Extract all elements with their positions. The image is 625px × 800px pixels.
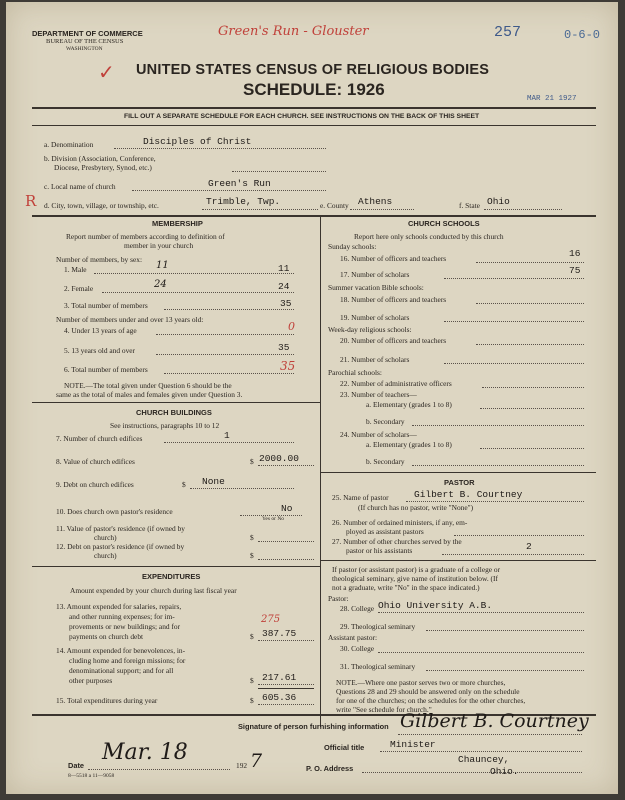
church-name-label: c. Local name of church — [44, 182, 116, 191]
q15-value: 605.36 — [262, 692, 297, 703]
q31-label: 31. Theological seminary — [340, 662, 416, 671]
membership-intro: Report number of members according to definition of — [66, 232, 225, 241]
expenditures-heading: EXPENDITURES — [142, 572, 201, 581]
division-label-2: Diocese, Presbytery, Synod, etc.) — [54, 163, 152, 172]
grad-instructions: If pastor (or assistant pastor) is a graduate of a college or — [332, 565, 501, 574]
pastor-note-3: for one of the churches; on the schedules for the other churches, — [336, 696, 526, 705]
signature: Gilbert B. Courtney — [400, 710, 589, 732]
q13-label: 13. Amount expended for salaries, repairs, — [56, 602, 182, 611]
q28-value: Ohio University A.B. — [378, 600, 493, 611]
membership-note-2: same as the total of males and females given under Question 3. — [56, 390, 243, 399]
q17-label: 17. Number of scholars — [340, 270, 410, 279]
q7-value: 1 — [224, 430, 230, 441]
buildings-sub: See instructions, paragraphs 10 to 12 — [110, 421, 220, 430]
q23a-label: a. Elementary (grades 1 to 8) — [366, 400, 452, 409]
check-mark-icon: ✓ — [98, 60, 115, 84]
pastor-sub-label: Pastor: — [328, 594, 349, 603]
membership-intro-2: member in your church — [124, 241, 194, 250]
q8-label: 8. Value of church edifices — [56, 457, 135, 466]
dept-name: DEPARTMENT OF COMMERCE — [32, 29, 143, 38]
county-label: e. County — [320, 201, 349, 210]
schools-heading: CHURCH SCHOOLS — [408, 219, 480, 228]
q14-label-2: cluding home and foreign missions; for — [69, 656, 186, 665]
buildings-heading: CHURCH BUILDINGS — [136, 408, 212, 417]
q20-label: 20. Number of officers and teachers — [340, 336, 447, 345]
q25-hint: (If church has no pastor, write "None") — [358, 503, 474, 512]
q3-value: 35 — [280, 298, 292, 309]
q24a-label: a. Elementary (grades 1 to 8) — [366, 440, 452, 449]
date-handwritten: Mar. 18 — [102, 740, 188, 765]
q12-label-2: church) — [94, 551, 117, 560]
q15-dollar: $ — [250, 696, 254, 705]
pastor-heading: PASTOR — [444, 478, 475, 487]
q10-hint: Yes or No — [262, 516, 285, 522]
q27-value: 2 — [526, 541, 532, 552]
grad-instructions-2: theological seminary, give name of institution below. (If — [332, 574, 498, 583]
q27-label: 27. Number of other churches served by the — [332, 537, 462, 546]
asst-pastor-label: Assistant pastor: — [328, 633, 378, 642]
parochial-label: Parochial schools: — [328, 368, 382, 377]
q11-label-2: church) — [94, 533, 117, 542]
q13-label-4: payments on church debt — [69, 632, 144, 641]
q10-label: 10. Does church own pastor's residence — [56, 507, 173, 516]
q13-handwritten: 275 — [261, 614, 281, 625]
q22-label: 22. Number of administrative officers — [340, 379, 452, 388]
q26-label: 26. Number of ordained ministers, if any, em- — [332, 518, 468, 527]
q5-value: 35 — [278, 342, 290, 353]
q24b-label: b. Secondary — [366, 457, 405, 466]
denomination-value: Disciples of Christ — [143, 136, 252, 147]
membership-heading: MEMBERSHIP — [152, 219, 203, 228]
q25-value: Gilbert B. Courtney — [414, 489, 523, 500]
q27-label-2: pastor or his assistants — [346, 546, 413, 555]
division-label: b. Division (Association, Conference, — [44, 154, 156, 163]
signature-label: Signature of person furnishing information — [238, 722, 389, 731]
margin-r-mark: R — [25, 192, 37, 210]
q14-dollar: $ — [250, 676, 254, 685]
q14-label: 14. Amount expended for benevolences, in- — [56, 646, 186, 655]
q2-label: 2. Female — [64, 284, 94, 293]
po-address-label: P. O. Address — [306, 764, 354, 773]
q6-label: 6. Total number of members — [64, 365, 148, 374]
q23-label: 23. Number of teachers— — [340, 390, 417, 399]
q12-dollar: $ — [250, 551, 254, 560]
q7-label: 7. Number of church edifices — [56, 434, 143, 443]
q9-dollar: $ — [182, 480, 186, 489]
q28-label: 28. College — [340, 604, 375, 613]
form-title: UNITED STATES CENSUS OF RELIGIOUS BODIES — [136, 62, 490, 78]
po-address-line-1: Chauncey, — [458, 754, 510, 765]
census-schedule-sheet — [6, 2, 618, 794]
weekday-label: Week-day religious schools: — [328, 325, 412, 334]
handwritten-church-note: Green's Run - Glouster — [218, 24, 369, 39]
by-sex-label: Number of members, by sex: — [56, 255, 142, 264]
state-value: Ohio — [487, 196, 510, 207]
pastor-note: NOTE.—Where one pastor serves two or more churches, — [336, 678, 506, 687]
pastor-note-2: Questions 28 and 29 should be answered only on the schedule — [336, 687, 520, 696]
city-label: d. City, town, village, or township, etc. — [44, 201, 159, 210]
schools-sub: Report here only schools conducted by this church — [354, 232, 504, 241]
q1-handwritten: 11 — [156, 260, 169, 271]
q13-value: 387.75 — [262, 628, 297, 639]
q13-dollar: $ — [250, 632, 254, 641]
q1-label: 1. Male — [64, 265, 87, 274]
q13-label-3: provements or new buildings; and for — [69, 622, 181, 631]
church-name-value: Green's Run — [208, 178, 271, 189]
summer-label: Summer vacation Bible schools: — [328, 283, 424, 292]
q25-label: 25. Name of pastor — [332, 493, 389, 502]
q29-label: 29. Theological seminary — [340, 622, 416, 631]
q13-label-2: and other running expenses; for im- — [69, 612, 175, 621]
title-label: Official title — [324, 743, 365, 752]
denomination-label: a. Denomination — [44, 140, 94, 149]
q1-value: 11 — [278, 263, 290, 274]
q21-label: 21. Number of scholars — [340, 355, 410, 364]
membership-note: NOTE.—The total given under Question 6 should be the — [64, 381, 232, 390]
q14-label-4: other purposes — [69, 676, 113, 685]
date-label: Date — [68, 761, 85, 770]
q16-value: 16 — [569, 248, 581, 259]
received-date-stamp: MAR 21 1927 — [527, 95, 577, 103]
q6-value: 35 — [280, 359, 296, 373]
grad-instructions-3: not a graduate, write "No" in the space indicated.) — [332, 583, 480, 592]
form-schedule: SCHEDULE: 1926 — [243, 80, 385, 99]
q11-dollar: $ — [250, 533, 254, 542]
age-intro-label: Number of members under and over 13 years old: — [56, 315, 204, 324]
state-label: f. State — [459, 201, 480, 210]
q30-label: 30. College — [340, 644, 375, 653]
q14-label-3: denominational support; and for all — [69, 666, 174, 675]
po-address-line-2: Ohio. — [490, 766, 519, 777]
city-value: Trimble, Twp. — [206, 196, 281, 207]
date-year-handwritten: 7 — [250, 750, 263, 772]
q12-label: 12. Debt on pastor's residence (if owned by — [56, 542, 185, 551]
q26-label-2: ployed as assistant pastors — [346, 527, 424, 536]
q9-label: 9. Debt on church edifices — [56, 480, 134, 489]
sunday-label: Sunday schools: — [328, 242, 377, 251]
date-year-printed: 192 — [236, 761, 248, 770]
form-number: 257 — [494, 24, 522, 41]
print-code: 8—5518 a 11—9058 — [68, 773, 115, 779]
q15-label: 15. Total expenditures during year — [56, 696, 158, 705]
q8-dollar: $ — [250, 457, 254, 466]
q5-label: 5. 13 years old and over — [64, 346, 136, 355]
q10-value: No — [281, 503, 293, 514]
form-code: 0-6-0 — [564, 28, 601, 42]
bureau-name: BUREAU OF THE CENSUS — [46, 38, 124, 45]
q18-label: 18. Number of officers and teachers — [340, 295, 447, 304]
q8-value: 2000.00 — [259, 453, 299, 464]
q17-value: 75 — [569, 265, 581, 276]
q4-value: 0 — [288, 320, 295, 333]
q14-value: 217.61 — [262, 672, 297, 683]
q3-label: 3. Total number of members — [64, 301, 148, 310]
q11-label: 11. Value of pastor's residence (if owned by — [56, 524, 185, 533]
q2-handwritten: 24 — [154, 279, 167, 290]
county-value: Athens — [358, 196, 393, 207]
instructions-banner: FILL OUT A SEPARATE SCHEDULE FOR EACH CHURCH. SEE INSTRUCTIONS ON THE BACK OF THIS SHEET — [124, 113, 480, 120]
q16-label: 16. Number of officers and teachers — [340, 254, 447, 263]
q19-label: 19. Number of scholars — [340, 313, 410, 322]
q23b-label: b. Secondary — [366, 417, 405, 426]
pastor-note-4: write "See schedule for church." — [336, 705, 432, 714]
title-value: Minister — [390, 739, 436, 750]
expenditures-sub: Amount expended by your church during last fiscal year — [70, 586, 237, 595]
q2-value: 24 — [278, 281, 290, 292]
q4-label: 4. Under 13 years of age — [64, 326, 137, 335]
q9-value: None — [202, 476, 225, 487]
q24-label: 24. Number of scholars— — [340, 430, 417, 439]
bureau-city: WASHINGTON — [66, 46, 103, 52]
